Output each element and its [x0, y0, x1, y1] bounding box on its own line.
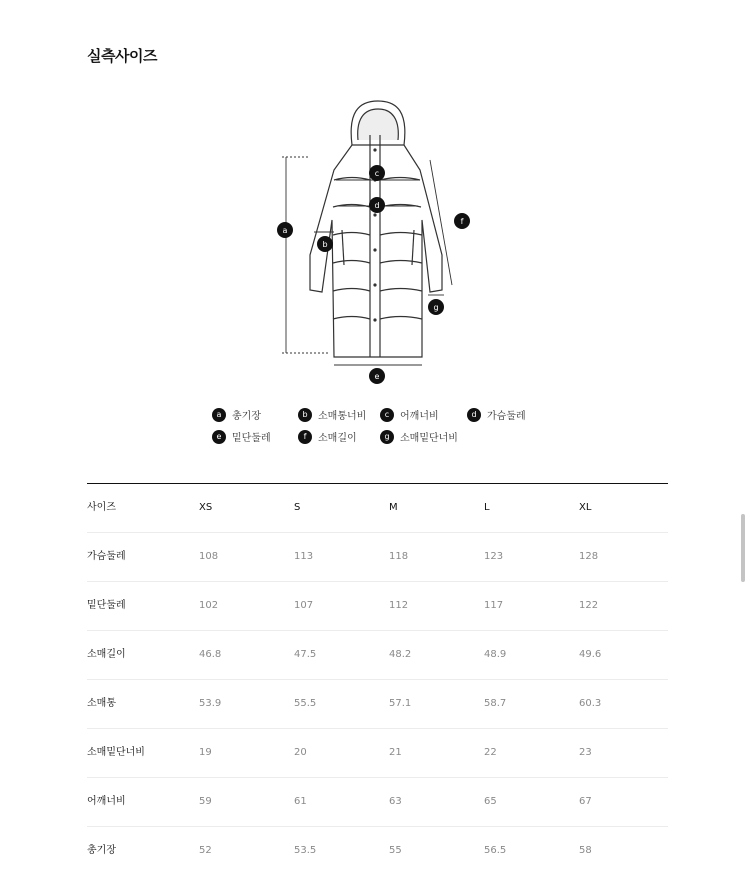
table-cell: 65 — [484, 796, 497, 807]
marker-c — [369, 165, 385, 181]
quilt-line — [333, 289, 422, 292]
quilt-line — [333, 233, 422, 236]
table-cell: 122 — [579, 600, 599, 611]
coat-illustration — [310, 101, 442, 357]
legend-marker: c — [380, 408, 394, 422]
pocket-right — [412, 230, 414, 265]
table-cell: 108 — [199, 551, 219, 562]
marker-b — [317, 236, 333, 252]
table-cell: 67 — [579, 796, 592, 807]
hood-inner — [358, 109, 399, 140]
legend-item — [467, 407, 526, 422]
legend-label: 총기장 — [232, 411, 261, 422]
table-cell: 112 — [389, 600, 409, 611]
table-cell: 117 — [484, 600, 504, 611]
table-cell: 19 — [199, 747, 212, 758]
legend-marker: g — [380, 430, 394, 444]
marker-g — [428, 299, 444, 315]
svg-text:g: g — [433, 303, 439, 312]
legend-item — [380, 407, 439, 422]
table-row — [87, 778, 668, 827]
table-row — [87, 533, 668, 582]
table-cell: 57.1 — [389, 698, 412, 709]
table-cell: 55 — [389, 845, 402, 856]
legend-item — [298, 429, 357, 444]
legend-marker: a — [212, 408, 226, 422]
svg-text:f: f — [460, 217, 464, 226]
page-scrollbar[interactable] — [741, 514, 745, 582]
pocket-left — [342, 230, 344, 265]
measurement-legend — [210, 405, 550, 445]
legend-item — [298, 407, 366, 422]
measure-markers — [277, 165, 470, 384]
button — [373, 148, 376, 151]
table-cell: 118 — [389, 551, 409, 562]
marker-a — [277, 222, 293, 238]
legend-marker: b — [298, 408, 312, 422]
page-title: 실측사이즈 — [87, 47, 157, 65]
button — [373, 283, 376, 286]
marker-f — [454, 213, 470, 229]
legend-item — [212, 429, 271, 444]
table-cell: 47.5 — [294, 649, 317, 660]
legend-label: 소매밑단너비 — [400, 433, 458, 444]
row-label: 소매통 — [87, 698, 116, 709]
row-label: 총기장 — [87, 845, 116, 856]
marker-d — [369, 197, 385, 213]
legend-label: 소매통너비 — [318, 411, 367, 422]
table-cell: 23 — [579, 747, 592, 758]
column-header: L — [484, 502, 490, 513]
marker-e — [369, 368, 385, 384]
table-cell: 63 — [389, 796, 402, 807]
table-cell: 58.7 — [484, 698, 507, 709]
legend-marker: f — [298, 430, 312, 444]
svg-text:d: d — [374, 201, 380, 210]
svg-text:b: b — [322, 240, 328, 249]
table-cell: 53.9 — [199, 698, 222, 709]
table-row — [87, 729, 668, 778]
table-cell: 49.6 — [579, 649, 602, 660]
table-cell: 58 — [579, 845, 592, 856]
table-cell: 61 — [294, 796, 307, 807]
row-label: 소매길이 — [87, 649, 126, 660]
legend-label: 소매길이 — [318, 433, 357, 444]
legend-item — [380, 429, 458, 444]
row-label: 어깨너비 — [87, 796, 126, 807]
button — [373, 248, 376, 251]
quilt-line — [333, 317, 422, 320]
button — [373, 213, 376, 216]
table-cell: 102 — [199, 600, 219, 611]
table-cell: 21 — [389, 747, 402, 758]
table-cell: 46.8 — [199, 649, 222, 660]
column-header: XL — [579, 502, 592, 513]
legend-label: 어깨너비 — [400, 411, 439, 422]
quilt-line — [333, 261, 422, 264]
table-cell: 128 — [579, 551, 599, 562]
legend-marker: d — [467, 408, 481, 422]
row-label: 밑단둘레 — [87, 600, 126, 611]
table-row — [87, 582, 668, 631]
table-cell: 60.3 — [579, 698, 602, 709]
svg-text:a: a — [282, 226, 288, 235]
table-cell: 55.5 — [294, 698, 317, 709]
coat-diagram — [270, 95, 480, 395]
legend-label: 밑단둘레 — [232, 433, 271, 444]
table-cell: 56.5 — [484, 845, 507, 856]
column-header: M — [389, 502, 398, 513]
legend-label: 가슴둘레 — [487, 411, 526, 422]
table-row — [87, 680, 668, 729]
table-cell: 20 — [294, 747, 307, 758]
row-label: 소매밑단너비 — [87, 747, 145, 758]
legend-marker: e — [212, 430, 226, 444]
table-cell: 107 — [294, 600, 314, 611]
column-header: XS — [199, 502, 213, 513]
table-row — [87, 827, 668, 875]
size-table — [87, 483, 668, 875]
table-header-row — [87, 484, 668, 533]
table-cell: 52 — [199, 845, 212, 856]
table-cell: 113 — [294, 551, 314, 562]
table-row — [87, 631, 668, 680]
column-header: 사이즈 — [87, 502, 116, 513]
table-cell: 53.5 — [294, 845, 317, 856]
table-cell: 22 — [484, 747, 497, 758]
column-header: S — [294, 502, 301, 513]
table-cell: 123 — [484, 551, 504, 562]
table-cell: 48.9 — [484, 649, 507, 660]
row-label: 가슴둘레 — [87, 551, 126, 562]
svg-text:c: c — [374, 169, 380, 178]
table-cell: 48.2 — [389, 649, 412, 660]
legend-item — [212, 407, 261, 422]
table-cell: 59 — [199, 796, 212, 807]
svg-text:e: e — [374, 372, 380, 381]
button — [373, 318, 376, 321]
